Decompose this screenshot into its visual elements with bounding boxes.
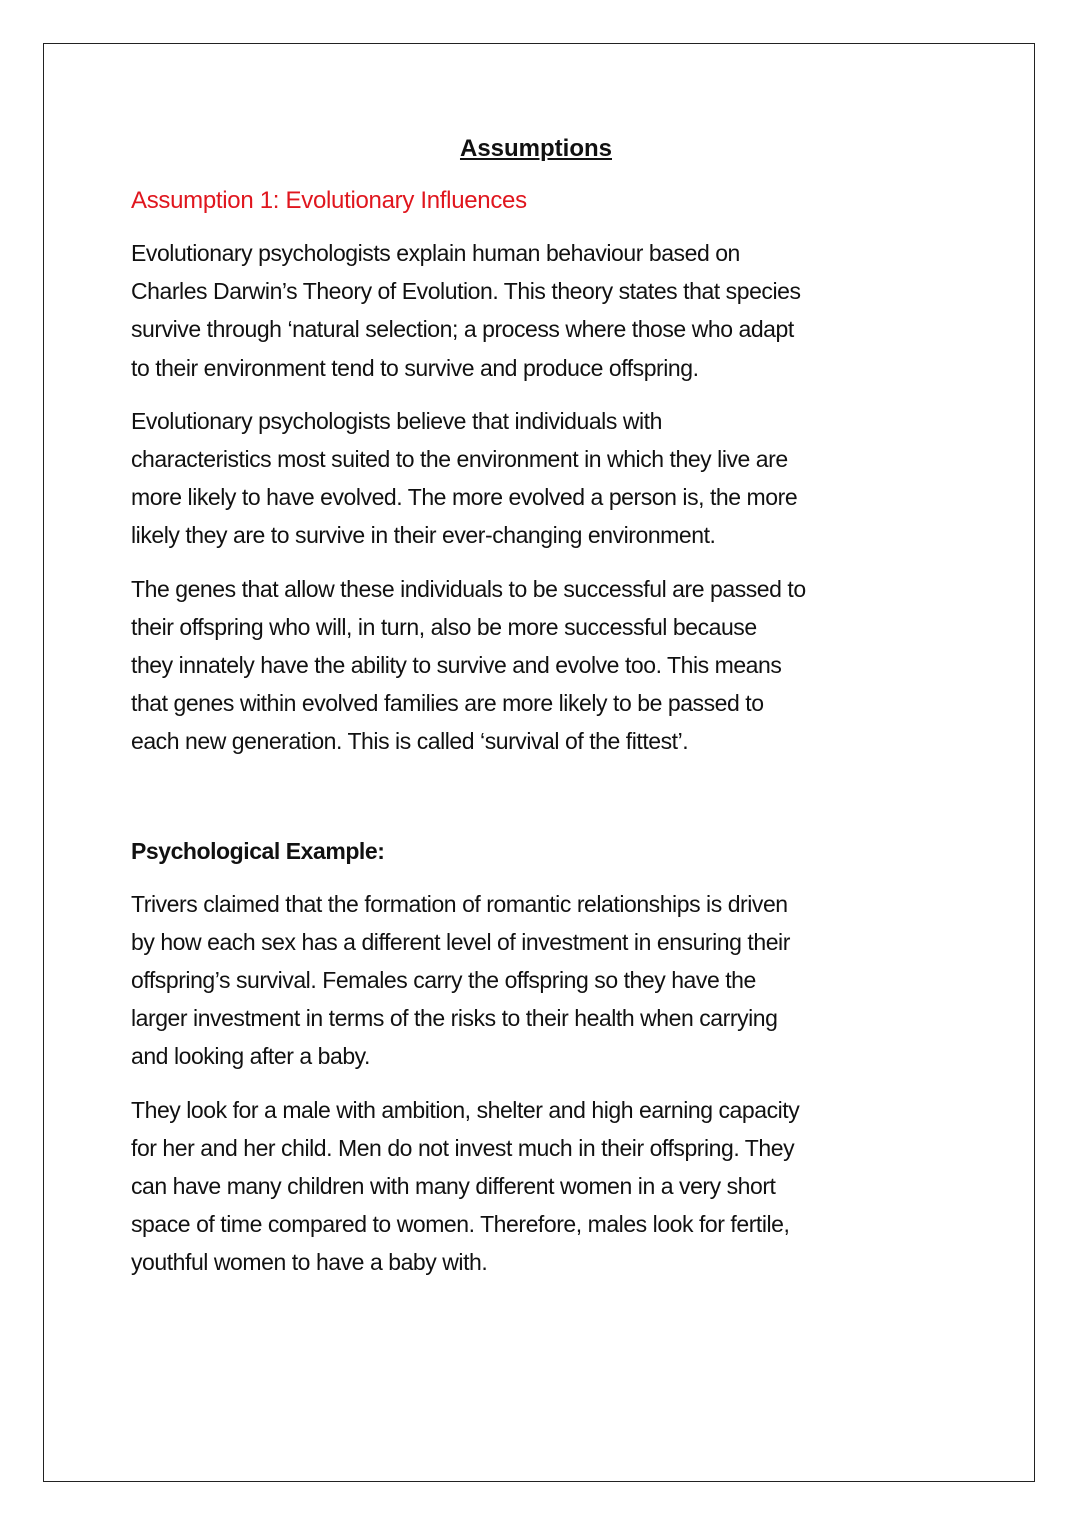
text-line: can have many children with many different women in a very short <box>131 1172 776 1199</box>
text-line: Evolutionary psychologists explain human behaviour based on <box>131 240 740 266</box>
text-line: by how each sex has a different level of investment in ensuring their <box>131 928 790 955</box>
assumption-heading: Assumption 1: Evolutionary Influences <box>131 187 527 214</box>
text-line: youthful women to have a baby with. <box>131 1249 488 1276</box>
text-line: their offspring who will, in turn, also be more successful because <box>131 613 757 640</box>
text-line: Charles Darwin’s Theory of Evolution. This theory states that species <box>131 278 801 305</box>
text-line: space of time compared to women. Therefore, males look for fertile, <box>131 1211 790 1238</box>
text-line: for her and her child. Men do not invest much in their offspring. They <box>131 1134 795 1161</box>
text-line: larger investment in terms of the risks to their health when carrying <box>131 1005 778 1032</box>
page-title: Assumptions <box>459 135 612 162</box>
paragraph <box>131 402 961 555</box>
text-line: The genes that allow these individuals to be successful are passed to <box>131 575 806 602</box>
text-line: each new generation. This is called ‘survival of the fittest’. <box>131 728 689 755</box>
text-line: they innately have the ability to survive and evolve too. This means <box>131 651 782 678</box>
paragraph <box>131 234 961 387</box>
text-line: characteristics most suited to the environment in which they live are <box>131 445 788 472</box>
text-line: survive through ‘natural selection; a process where those who adapt <box>131 316 794 343</box>
text-line: more likely to have evolved. The more evolved a person is, the more <box>131 484 798 511</box>
paragraph <box>131 570 961 761</box>
text-line: Trivers claimed that the formation of romantic relationships is driven <box>131 890 788 917</box>
example-heading: Psychological Example: <box>131 838 385 865</box>
text-line: Evolutionary psychologists believe that individuals with <box>131 407 662 434</box>
text-line: to their environment tend to survive and produce offspring. <box>131 354 699 381</box>
text-line: and looking after a baby. <box>131 1043 370 1070</box>
text-line: offspring’s survival. Females carry the offspring so they have the <box>131 967 756 993</box>
paragraph <box>131 1091 961 1282</box>
text-line: They look for a male with ambition, shelter and high earning capacity <box>131 1096 800 1123</box>
text-line: likely they are to survive in their ever-changing environment. <box>131 522 716 549</box>
text-line: that genes within evolved families are more likely to be passed to <box>131 690 764 717</box>
example-section <box>131 885 961 1282</box>
assumption-section <box>131 234 961 760</box>
document-content <box>131 130 961 1282</box>
paragraph <box>131 885 961 1076</box>
